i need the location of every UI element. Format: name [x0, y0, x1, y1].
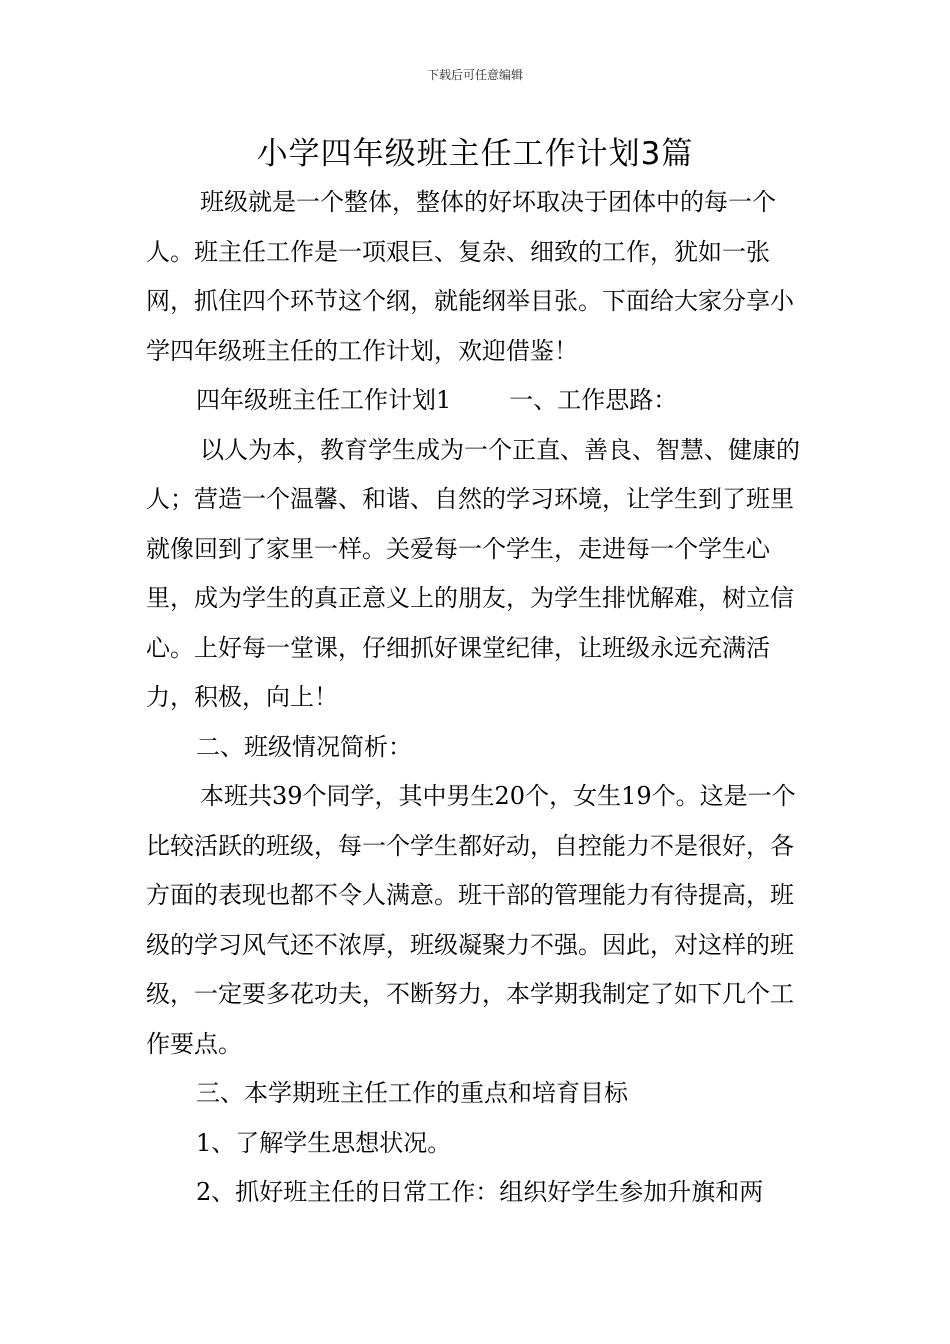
plan-heading-line [146, 376, 810, 426]
document-body [146, 178, 810, 1218]
plan-heading: 四年级班主任工作计划1 [196, 386, 452, 414]
section3-heading: 三、本学期班主任工作的重点和培育目标 [196, 1079, 628, 1107]
intro-paragraph: 班级就是一个整体，整体的好坏取决于团体中的每一个人。班主任工作是一项艰巨、复杂、细致的工作，犹如一张网，抓住四个环节这个纲，就能纲举目张。下面给大家分享小学四年级班主任的工作计划，欢迎借鉴！ [146, 188, 794, 365]
section1-heading: 一、工作思路： [509, 386, 678, 414]
section2-heading: 二、班级情况简析： [196, 732, 412, 761]
section2-paragraph: 本班共39个同学，其中男生20个，女生19个。这是一个比较活跃的班级，每一个学生都好动，自控能力不是很好，各方面的表现也都不令人满意。班干部的管理能力有待提高，班级的学习风气还不浓厚，班级凝聚力不强。因此，对这样的班级，一定要多花功夫，不断努力，本学期我制定了如下几个工作要点。 [146, 782, 796, 1058]
list-item-2: 2、抓好班主任的日常工作：组织好学生参加升旗和两 [196, 1178, 764, 1206]
section1-paragraph: 以人为本，教育学生成为一个正直、善良、智慧、健康的人；营造一个温馨、和谐、自然的学习环境，让学生到了班里就像回到了家里一样。关爱每一个学生，走进每一个学生心里，成为学生的真正意义上的朋友，为学生排忧解难，树立信心。上好每一堂课，仔细抓好课堂纪律，让班级永远充满活力，积极，向上！ [146, 435, 800, 711]
document-title: 小学四年级班主任工作计划3篇 [256, 136, 694, 172]
list-item-1: 1、了解学生思想状况。 [196, 1128, 452, 1157]
header-note: 下载后可任意编辑 [426, 68, 523, 82]
